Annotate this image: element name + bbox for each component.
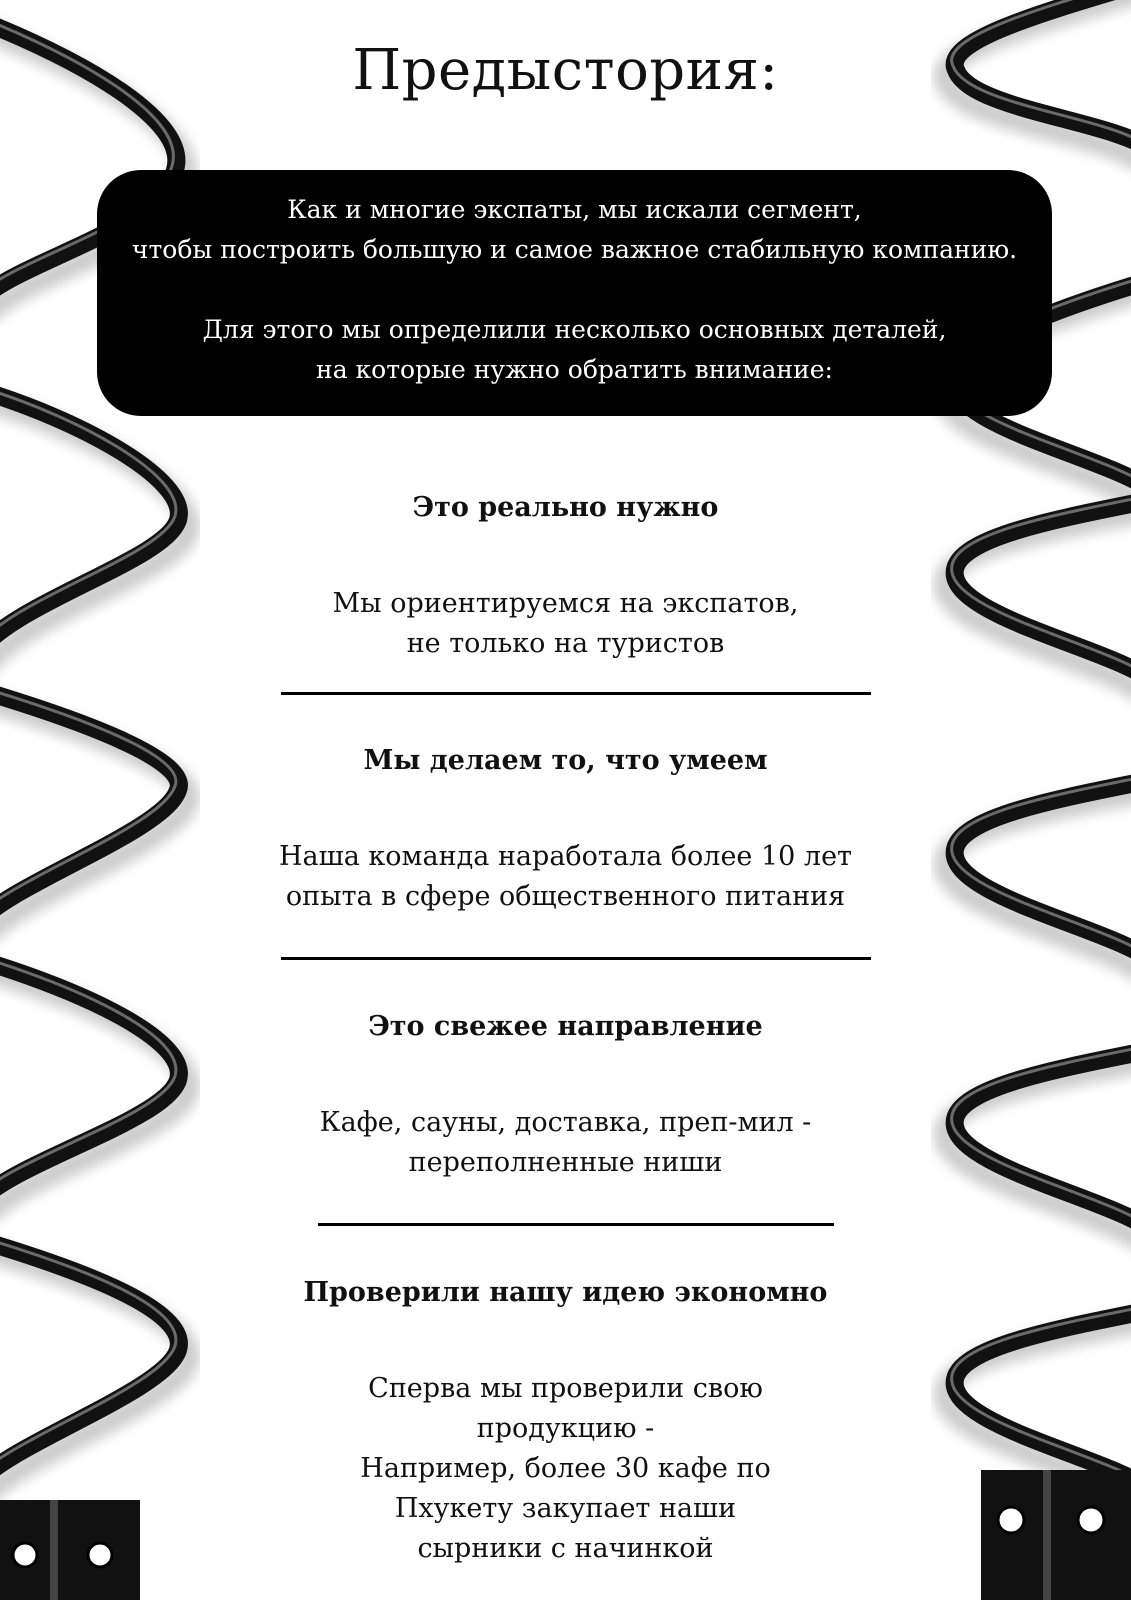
intro-box — [97, 170, 1052, 416]
section-divider — [281, 692, 871, 695]
section-really-needed — [0, 490, 1131, 664]
section-heading: Это реально нужно — [412, 492, 719, 523]
section-body-line: Сперва мы проверили свою — [368, 1373, 763, 1404]
page-title: Предыстория: — [352, 38, 779, 103]
section-divider — [281, 957, 871, 960]
section-divider — [318, 1223, 834, 1226]
section-fresh-direction — [0, 1009, 1131, 1183]
section-body-line: Наша команда наработала более 10 лет — [278, 841, 852, 872]
section-heading: Проверили нашу идею экономно — [303, 1277, 828, 1308]
section-body-line: сырники с начинкой — [417, 1533, 714, 1564]
intro-line: Как и многие экспаты, мы искали сегмент, — [287, 195, 862, 224]
intro-line: на которые нужно обратить внимание: — [316, 355, 833, 384]
section-body-line: продукцию - — [476, 1413, 655, 1444]
section-body-line: Мы ориентируемся на экспатов, — [332, 588, 799, 619]
section-body-line: Например, более 30 кафе по — [360, 1453, 771, 1484]
section-body-line: не только на туристов — [406, 628, 725, 659]
intro-line: чтобы построить большую и самое важное стабильную компанию. — [131, 235, 1018, 264]
section-body-line: Кафе, сауны, доставка, преп-мил - — [319, 1107, 812, 1138]
section-heading: Мы делаем то, что умеем — [363, 745, 768, 776]
section-body-line: Пхукету закупает наши — [394, 1493, 737, 1524]
section-body-line: опыта в сфере общественного питания — [285, 881, 846, 912]
section-body-line: переполненные ниши — [408, 1147, 723, 1178]
section-heading: Это свежее направление — [368, 1011, 763, 1042]
section-what-we-do — [0, 743, 1131, 917]
section-tested-idea — [0, 1275, 1131, 1569]
intro-line: Для этого мы определили несколько основных деталей, — [202, 315, 947, 344]
